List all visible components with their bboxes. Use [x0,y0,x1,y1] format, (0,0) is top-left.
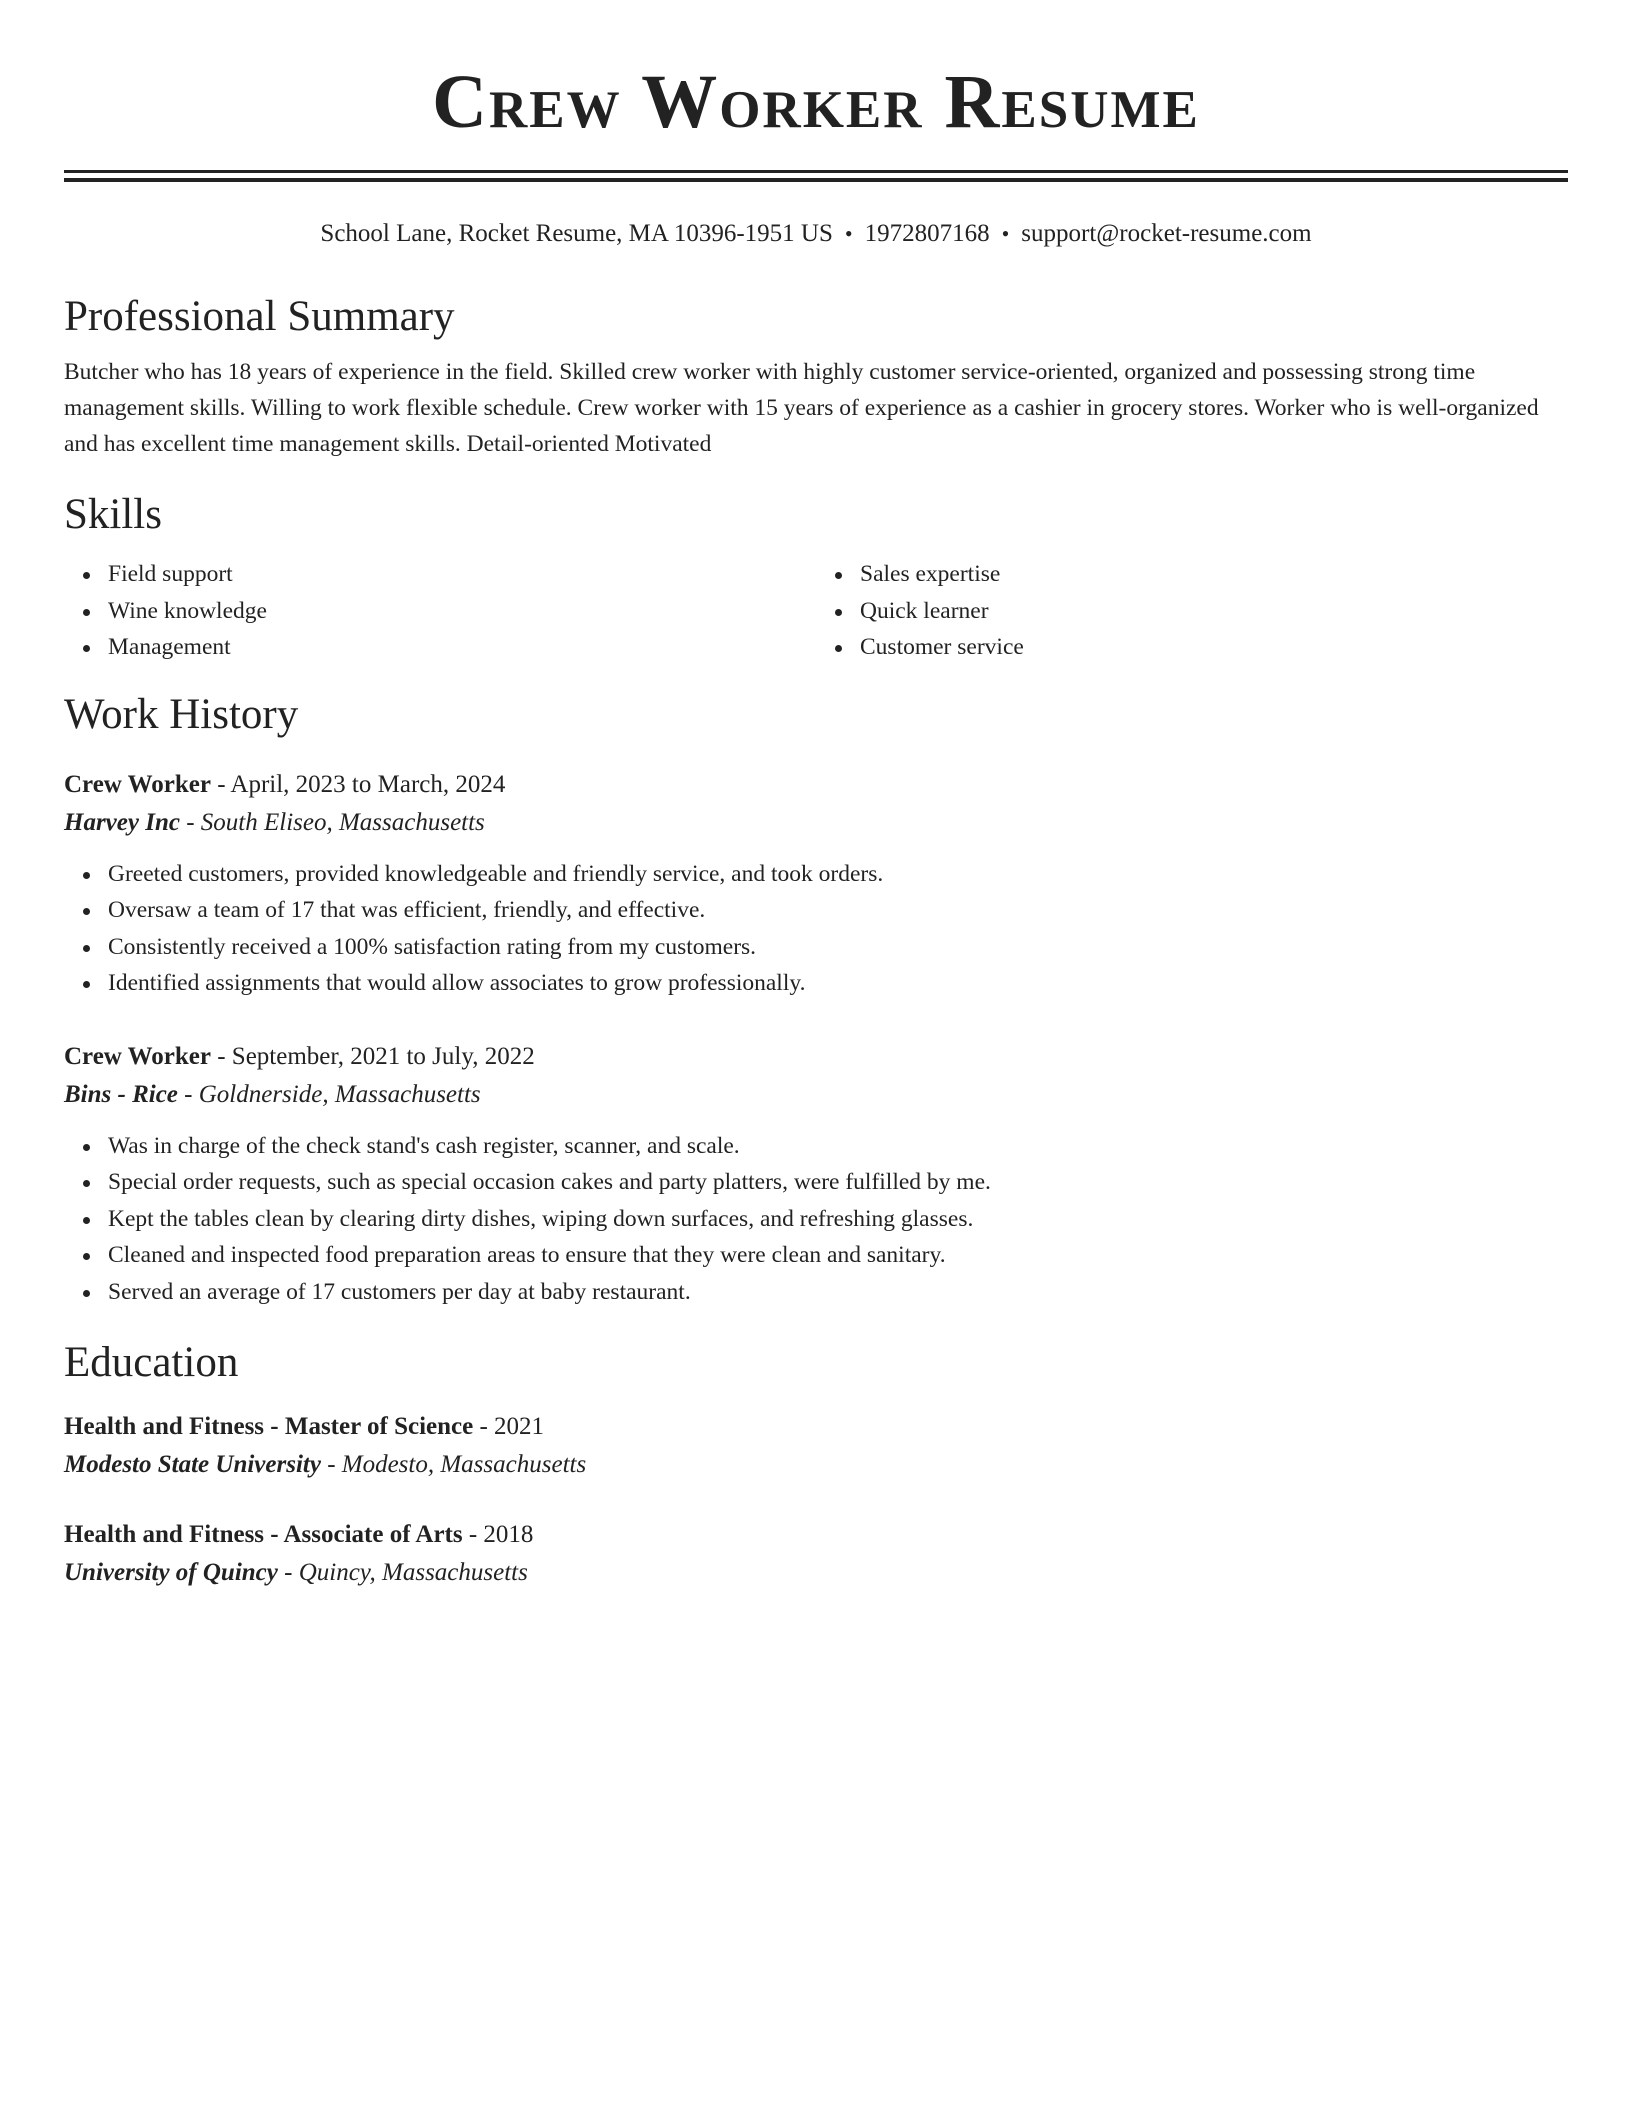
education-entry [64,1516,1568,1592]
job-bullet: Special order requests, such as special occasion cakes and party platters, were fulfilled by me. [108,1164,1568,1201]
job-bullet: Consistently received a 100% satisfaction rating from my customers. [108,929,1568,966]
job-entry [64,1038,1568,1311]
degree-line [64,1408,1568,1446]
degree-year: - 2018 [462,1521,534,1548]
skills-list [64,556,1568,666]
skill-item: Quick learner [860,593,1568,630]
job-dates: - September, 2021 to July, 2022 [210,1042,535,1070]
job-bullet: Kept the tables clean by clearing dirty dishes, wiping down surfaces, and refreshing glasses. [108,1201,1568,1238]
skills-heading: Skills [64,491,162,538]
title-divider [64,170,1568,182]
education-entry [64,1408,1568,1484]
job-location: - South Eliseo, Massachusetts [179,808,485,836]
skill-item: Field support [108,556,816,593]
skill-item: Sales expertise [860,556,1568,593]
degree: Health and Fitness - Master of Science [64,1413,474,1440]
skills-column-left [64,556,816,666]
school-name: University of Quincy [64,1559,278,1586]
degree-line [64,1516,1568,1554]
job-bullet: Oversaw a team of 17 that was efficient, friendly, and effective. [108,892,1568,929]
contact-address: School Lane, Rocket Resume, MA 10396-1951 US [320,220,833,247]
resume-title: Crew Worker Resume [432,60,1200,144]
job-company-line [64,1076,1568,1114]
summary-text: Butcher who has 18 years of experience in the field. Skilled crew worker with highly customer service-oriented, organized and possessing strong time management skills. Willing to work flexible schedule. Crew worker with 15 years of experience as a cashier in grocery stores. Worker who is well-organized and has excellent time management skills. Detail-oriented Motivated [64,359,1539,457]
job-bullet: Served an average of 17 customers per day at baby restaurant. [108,1274,1568,1311]
school-line [64,1554,1568,1592]
job-title: Crew Worker [64,770,211,798]
school-name: Modesto State University [64,1451,321,1478]
job-bullet: Cleaned and inspected food preparation areas to ensure that they were clean and sanitary. [108,1237,1568,1274]
job-bullet: Identified assignments that would allow associates to grow professionally. [108,965,1568,1002]
contact-separator: • [1001,221,1010,246]
job-location: - Goldnerside, Massachusetts [177,1080,481,1108]
job-company: Harvey Inc [64,808,180,836]
school-location: - Modesto, Massachusetts [320,1451,587,1478]
job-bullets [64,856,1568,1002]
degree-year: - 2021 [473,1413,545,1440]
job-entry [64,766,1568,1002]
contact-line [64,218,1568,250]
job-bullet: Greeted customers, provided knowledgeable and friendly service, and took orders. [108,856,1568,893]
summary-heading: Professional Summary [64,293,455,340]
job-title-line [64,766,1568,804]
degree: Health and Fitness - Associate of Arts [64,1521,463,1548]
skills-column-right [816,556,1568,666]
contact-email: support@rocket-resume.com [1021,220,1312,247]
job-company-line [64,804,1568,842]
work-history-heading: Work History [64,690,299,738]
school-location: - Quincy, Massachusetts [277,1559,528,1586]
contact-separator: • [844,221,853,246]
job-dates: - April, 2023 to March, 2024 [210,770,506,798]
skill-item: Customer service [860,629,1568,666]
skill-item: Management [108,629,816,666]
job-bullet: Was in charge of the check stand's cash register, scanner, and scale. [108,1128,1568,1165]
education-heading: Education [64,1339,239,1386]
job-title-line [64,1038,1568,1076]
contact-phone: 1972807168 [864,220,990,247]
skill-item: Wine knowledge [108,593,816,630]
job-bullets [64,1128,1568,1311]
job-company: Bins - Rice [64,1080,178,1108]
job-title: Crew Worker [64,1042,211,1070]
school-line [64,1446,1568,1484]
